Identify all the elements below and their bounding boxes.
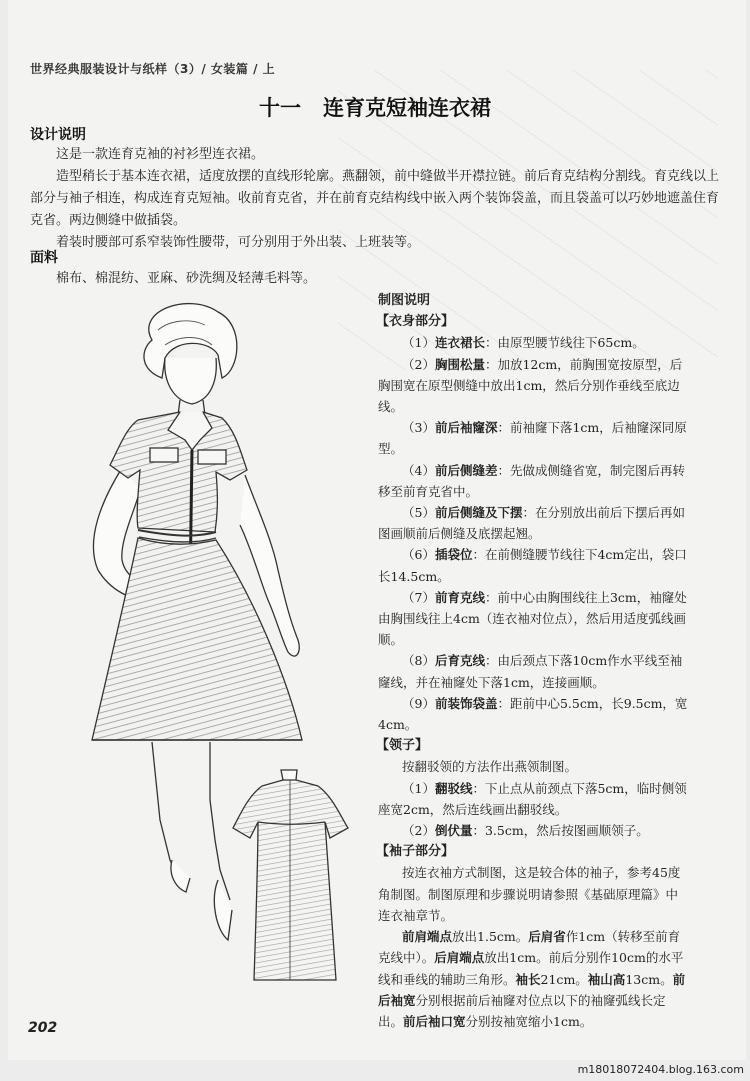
title-text: 连育克短袖连衣裙 xyxy=(323,96,491,120)
page-number: 202 xyxy=(28,1020,58,1036)
source-watermark: m18018072404.blog.163.com xyxy=(577,1063,744,1076)
body-item: （6）插袋位：在前侧缝腰节线往下4cm定出，袋口长14.5cm。 xyxy=(378,547,687,584)
title-number: 十一 xyxy=(259,96,301,120)
body-item: （8）后育克线：由后颈点下落10cm作水平线至袖窿线，并在袖窿处下落1cm，连接画顺。 xyxy=(378,653,683,690)
body-item: （7）前育克线：前中心由胸围线往上3cm，袖窿处由胸围线往上4cm（连衣袖对位点），然后用适度弧线画顺。 xyxy=(378,589,687,648)
back-neck xyxy=(281,770,297,780)
collar-item: （1）翻驳线：下止点从前颈点下落5cm，临时侧领座宽2cm，然后连线画出翻驳线。 xyxy=(378,780,687,817)
sleeve-section-heading: 【袖子部分】 xyxy=(376,844,455,860)
design-paragraph: 造型稍长于基本连衣裙，适度放摆的直线形轮廓。燕翻领，前中缝做半开襟拉链。前后育克结构分割线。育克线以上部分与袖子相连，构成连育克短袖。收前育克省，并在前育克结构线中嵌入两个装饰袋盖，而且袋盖可以巧妙地遮盖住育克省。两边侧缝中做插袋。 xyxy=(30,169,720,228)
sleeve-details: 前肩端点放出1.5cm。后肩省作1cm（转移至前育克线中）。后肩端点放出1cm。前后分别作10cm的水平线和垂线的辅助三角形。袖长21cm。袖山高13cm。前后袖宽分别根据前后袖窿对位点以下的袖窿弧线长定出。前后袖口宽分别按袖宽缩小1cm。 xyxy=(378,929,686,1029)
drafting-heading: 制图说明 xyxy=(378,293,431,308)
body-item: （3）前后袖窿深：前袖窿下落1cm，后袖窿深同原型。 xyxy=(378,420,687,457)
fabric-description xyxy=(30,268,720,290)
face xyxy=(165,358,217,404)
back-view-figure xyxy=(233,770,348,980)
collar-section-heading: 【领子】 xyxy=(376,738,429,754)
design-heading: 设计说明 xyxy=(30,127,86,143)
collar-intro: 按翻驳领的方法作出燕领制图。 xyxy=(402,759,578,775)
legs xyxy=(152,742,230,900)
running-head: 世界经典服装设计与纸样（3）/ 女装篇 / 上 xyxy=(30,62,276,76)
design-paragraph: 这是一款连育克袖的衬衫型连衣裙。 xyxy=(56,147,265,162)
body-item: （2）胸围松量：加放12cm，前胸围宽按原型，后胸围宽在原型侧缝中放出1cm，然后分别作垂线至底边线。 xyxy=(378,356,683,415)
body-item: （4）前后侧缝差：先做成侧缝省宽，制完图后再转移至前育克省中。 xyxy=(378,462,685,499)
fabric-heading: 面料 xyxy=(30,250,58,266)
body-item: （9）前装饰袋盖：距前中心5.5cm，长9.5cm，宽4cm。 xyxy=(378,695,688,733)
fabric-text: 棉布、棉混纺、亚麻、砂洗绸及轻薄毛料等。 xyxy=(56,271,317,286)
page-title xyxy=(0,92,750,122)
pocket-flap-left xyxy=(150,448,178,462)
design-paragraph: 着装时腰部可系窄装饰性腰带，可分别用于外出装、上班装等。 xyxy=(56,235,421,250)
body-item: （5）前后侧缝及下摆：在分别放出前后下摆后再如图画顺前后侧缝及底摆起翘。 xyxy=(378,505,685,542)
drafting-instructions xyxy=(378,290,690,1032)
design-description xyxy=(30,144,720,254)
collar-item: （2）倒伏量：3.5cm，然后按图画顺领子。 xyxy=(402,823,649,839)
dress-illustration xyxy=(40,300,370,1000)
pocket-flap-right xyxy=(198,450,226,464)
body-item: （1）连衣裙长：由原型腰节线往下65cm。 xyxy=(402,335,645,351)
back-dress xyxy=(233,780,348,980)
sleeve-intro: 按连衣袖方式制图，这是较合体的袖子，参考45度角制图。制图原理和步骤说明请参照《基础原理篇》中连衣袖章节。 xyxy=(378,865,681,923)
body-section-heading: 【衣身部分】 xyxy=(376,314,455,330)
